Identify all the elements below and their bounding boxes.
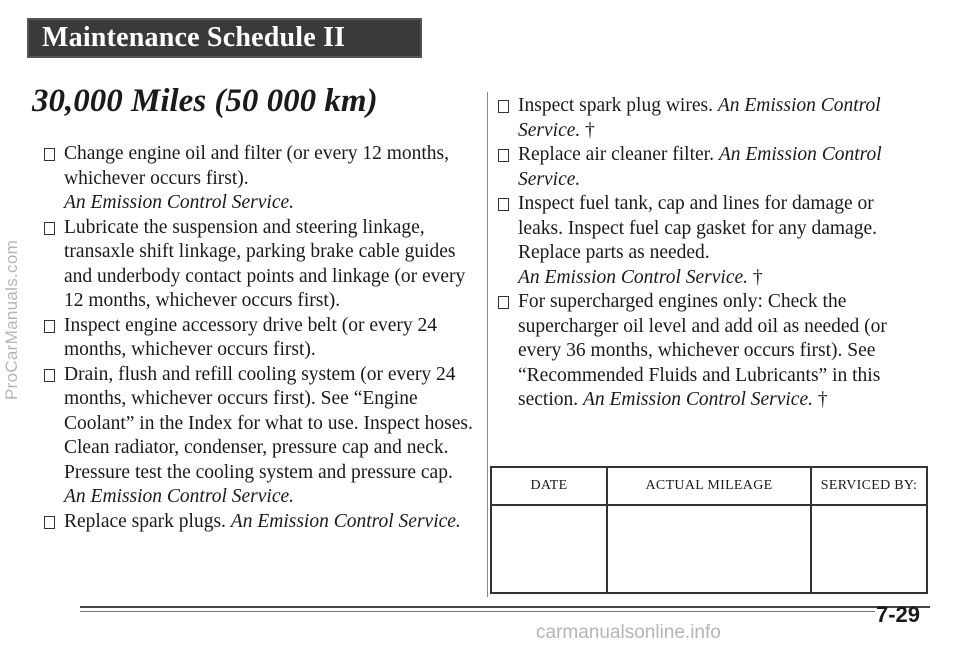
- item-text: Lubricate the suspension and steering linkage, transaxle shift linkage, parking brake cable guides and underbody contact points and linkage (or every 12 months, whichever occurs first).: [64, 216, 466, 311]
- right-column: [498, 94, 918, 413]
- item-text: Change engine oil and filter (or every 12 months, whichever occurs first).: [64, 143, 450, 189]
- checkbox-icon[interactable]: [44, 516, 55, 529]
- checklist-item: [44, 363, 474, 510]
- checkbox-icon[interactable]: [498, 198, 509, 211]
- item-text: Drain, flush and refill cooling system (or every 24 months, whichever occurs first). See “Engine Coolant” in the Index for what to use. Inspect hoses. Clean radiator, condenser, pressure cap and neck. Pressure test the cooling system and pressure cap.: [64, 363, 473, 483]
- item-note: An Emission Control Service.: [64, 192, 295, 213]
- side-watermark: ProCarManuals.com: [2, 239, 21, 401]
- mileage-header: ACTUAL MILEAGE: [607, 467, 811, 505]
- item-note: An Emission Control Service.: [230, 510, 461, 532]
- service-record-table: [490, 466, 928, 594]
- footer-rule: [80, 606, 930, 608]
- date-cell[interactable]: [491, 505, 607, 593]
- checklist-item: [44, 142, 474, 216]
- checklist-item: [44, 216, 474, 314]
- page-number: 7-29: [876, 602, 921, 627]
- item-note: An Emission Control Service.: [518, 266, 749, 288]
- bottom-watermark: carmanualsonline.info: [536, 622, 721, 643]
- checklist-item: [498, 143, 918, 192]
- item-text: For supercharged engines only: Check the supercharger oil level and add oil as needed (or every 36 months, whichever occurs first). See “Recommended Fluids and Lubricants” in this section.: [518, 291, 887, 410]
- item-note: An Emission Control Service.: [64, 486, 295, 507]
- dagger-mark: †: [585, 119, 595, 141]
- checklist-item: [44, 314, 474, 363]
- checklist-item: [498, 94, 918, 143]
- item-text: Inspect engine accessory drive belt (or every 24 months, whichever occurs first).: [64, 314, 438, 360]
- checklist-item: [44, 510, 474, 535]
- mileage-cell[interactable]: [607, 505, 811, 593]
- checkbox-icon[interactable]: [498, 149, 509, 162]
- section-heading: 30,000 Miles (50 000 km): [32, 83, 378, 119]
- item-text: Replace air cleaner filter.: [518, 144, 714, 165]
- left-column: [44, 142, 474, 534]
- item-note: An Emission Control Service.: [518, 95, 881, 141]
- checkbox-icon[interactable]: [498, 296, 509, 309]
- date-header: DATE: [491, 467, 607, 505]
- checklist-item: [498, 192, 918, 290]
- checkbox-icon[interactable]: [44, 320, 55, 333]
- dagger-mark: †: [752, 266, 763, 288]
- item-text: Inspect spark plug wires.: [518, 95, 713, 116]
- checkbox-icon[interactable]: [44, 222, 55, 235]
- column-divider: [487, 92, 488, 597]
- item-text: Inspect fuel tank, cap and lines for damage or leaks. Inspect fuel cap gasket for any damage. Replace parts as needed.: [518, 193, 877, 263]
- page-title: Maintenance Schedule II: [42, 22, 346, 53]
- serviced-by-cell[interactable]: [811, 505, 927, 593]
- serviced-by-header: SERVICED BY:: [811, 467, 927, 505]
- checkbox-icon[interactable]: [44, 148, 55, 161]
- dagger-mark: †: [817, 389, 828, 410]
- item-note: An Emission Control Service.: [582, 389, 813, 410]
- item-text: Replace spark plugs.: [64, 510, 226, 532]
- item-note: An Emission Control Service.: [518, 144, 882, 190]
- checkbox-icon[interactable]: [498, 100, 509, 113]
- checkbox-icon[interactable]: [44, 369, 55, 382]
- footer-rule-thin: [80, 611, 875, 612]
- checklist-item: [498, 290, 918, 413]
